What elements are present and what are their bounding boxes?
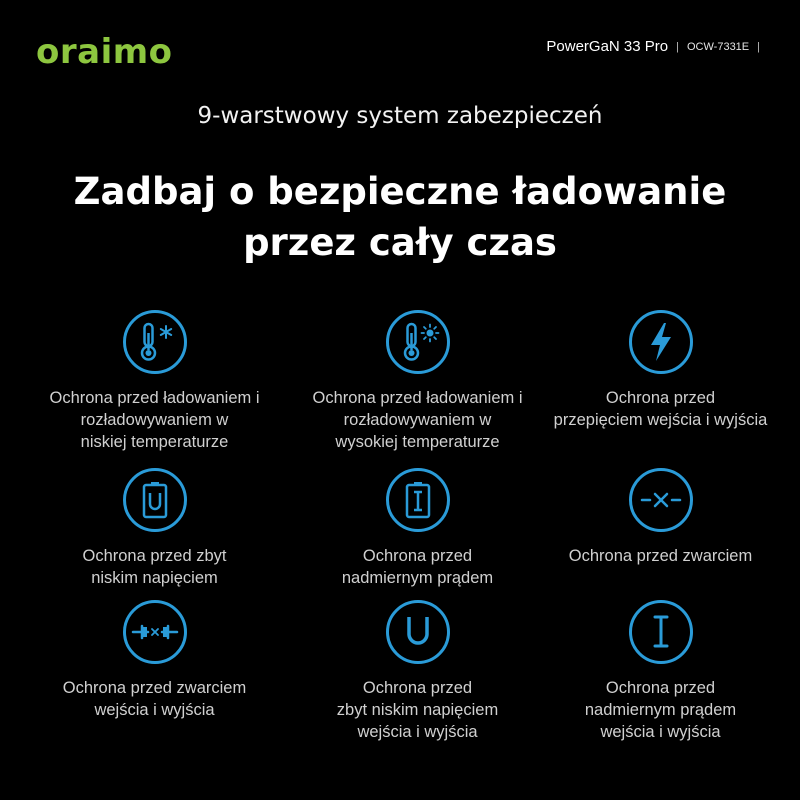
feature-label-line: Ochrona przed zwarciem <box>62 679 247 697</box>
headline-line-2: przez cały czas <box>243 221 557 264</box>
feature-label-line: Ochrona przed <box>362 679 473 697</box>
feature-label-line: nadmiernym prądem <box>341 569 494 587</box>
header-separator-end: | <box>757 40 760 53</box>
product-header <box>546 38 760 55</box>
feature-label-line: Ochrona przed <box>362 547 473 565</box>
feature-label-line: przepięciem wejścia i wyjścia <box>553 411 768 429</box>
letter-u-icon <box>385 599 451 665</box>
feature-io-short-circuit <box>22 599 287 721</box>
feature-low-voltage <box>22 467 287 589</box>
lightning-bolt-icon <box>628 309 694 375</box>
feature-label-line: Ochrona przed zwarciem <box>568 547 753 565</box>
feature-label-line: wejścia i wyjścia <box>94 701 215 719</box>
thermometer-sun-icon <box>385 309 451 375</box>
subtitle: 9-warstwowy system zabezpieczeń <box>197 103 603 129</box>
feature-label-line: rozładowywaniem w <box>80 411 229 429</box>
model-number: OCW-7331E <box>686 40 750 53</box>
battery-i-icon <box>385 467 451 533</box>
feature-label-line: niskim napięciem <box>91 569 218 587</box>
product-name: PowerGaN 33 Pro <box>546 38 669 55</box>
short-circuit-icon <box>628 467 694 533</box>
battery-u-icon <box>122 467 188 533</box>
feature-label-line: rozładowywaniem w <box>343 411 492 429</box>
letter-i-icon <box>628 599 694 665</box>
feature-low-temperature <box>22 309 287 453</box>
feature-high-temperature <box>285 309 550 453</box>
brand-logo: oraimo <box>36 32 173 72</box>
feature-label-line: nadmiernym prądem <box>584 701 737 719</box>
header-separator: | <box>676 40 679 53</box>
plug-short-circuit-icon <box>122 599 188 665</box>
feature-io-low-voltage <box>285 599 550 743</box>
headline-line-1: Zadbaj o bezpieczne ładowanie <box>73 170 727 213</box>
thermometer-snowflake-icon <box>122 309 188 375</box>
feature-label-line: zbyt niskim napięciem <box>336 701 499 719</box>
feature-label-line: Ochrona przed ładowaniem i <box>49 389 260 407</box>
feature-label-line: Ochrona przed <box>605 389 716 407</box>
feature-label-line: wejścia i wyjścia <box>600 723 721 741</box>
feature-label-line: Ochrona przed <box>605 679 716 697</box>
feature-label-line: Ochrona przed ładowaniem i <box>312 389 523 407</box>
feature-io-overcurrent <box>528 599 793 743</box>
feature-label-line: wejścia i wyjścia <box>357 723 478 741</box>
feature-label-line: Ochrona przed zbyt <box>82 547 227 565</box>
feature-overcurrent <box>285 467 550 589</box>
feature-short-circuit <box>528 467 793 567</box>
feature-label-line: wysokiej temperaturze <box>335 433 500 451</box>
feature-label-line: niskiej temperaturze <box>80 433 229 451</box>
feature-overvoltage <box>528 309 793 431</box>
